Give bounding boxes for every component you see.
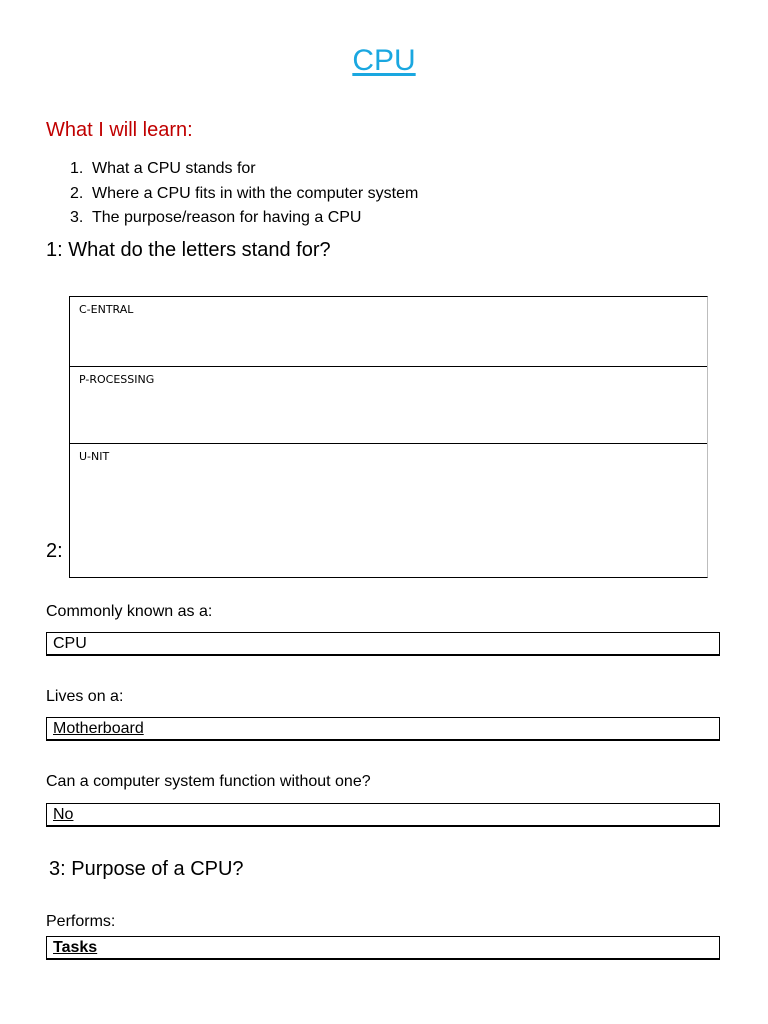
- performs-answer: Tasks: [53, 939, 98, 956]
- list-item-text: The purpose/reason for having a CPU: [92, 209, 362, 226]
- letters-table: [69, 296, 708, 578]
- function-question-label: Can a computer system function without one?: [46, 773, 371, 790]
- function-answer: No: [53, 806, 74, 823]
- list-item: [70, 158, 418, 183]
- table-row-label: U-NIT: [79, 450, 110, 463]
- performs-answer-field[interactable]: [46, 936, 720, 960]
- list-item-text: What a CPU stands for: [92, 160, 256, 177]
- list-item-number: 3.: [70, 209, 84, 226]
- list-item: [70, 207, 418, 232]
- list-item-number: 1.: [70, 160, 84, 177]
- section-2-heading: 2:: [46, 540, 63, 562]
- table-row-label: C-ENTRAL: [79, 303, 134, 316]
- table-row[interactable]: [70, 444, 707, 577]
- page-title: CPU: [352, 44, 416, 77]
- list-item: [70, 183, 418, 208]
- performs-label: Performs:: [46, 913, 116, 930]
- list-item-text: Where a CPU fits in with the computer system: [92, 184, 419, 202]
- learning-objectives-heading: What I will learn:: [46, 119, 193, 141]
- known-as-answer-field[interactable]: [46, 632, 720, 656]
- function-answer-field[interactable]: [46, 803, 720, 827]
- table-row[interactable]: [70, 297, 707, 367]
- lives-on-answer: Motherboard: [53, 720, 144, 737]
- lives-on-label: Lives on a:: [46, 688, 124, 705]
- lives-on-answer-field[interactable]: [46, 717, 720, 741]
- table-row-label: P-ROCESSING: [79, 373, 155, 386]
- list-item-number: 2.: [70, 184, 84, 202]
- section-1-heading: 1: What do the letters stand for?: [46, 239, 331, 261]
- section-3-heading: 3: Purpose of a CPU?: [49, 858, 244, 880]
- known-as-label: Commonly known as a:: [46, 603, 213, 620]
- learning-objectives-list: [70, 158, 418, 232]
- known-as-answer: CPU: [53, 635, 87, 652]
- table-row[interactable]: [70, 367, 707, 444]
